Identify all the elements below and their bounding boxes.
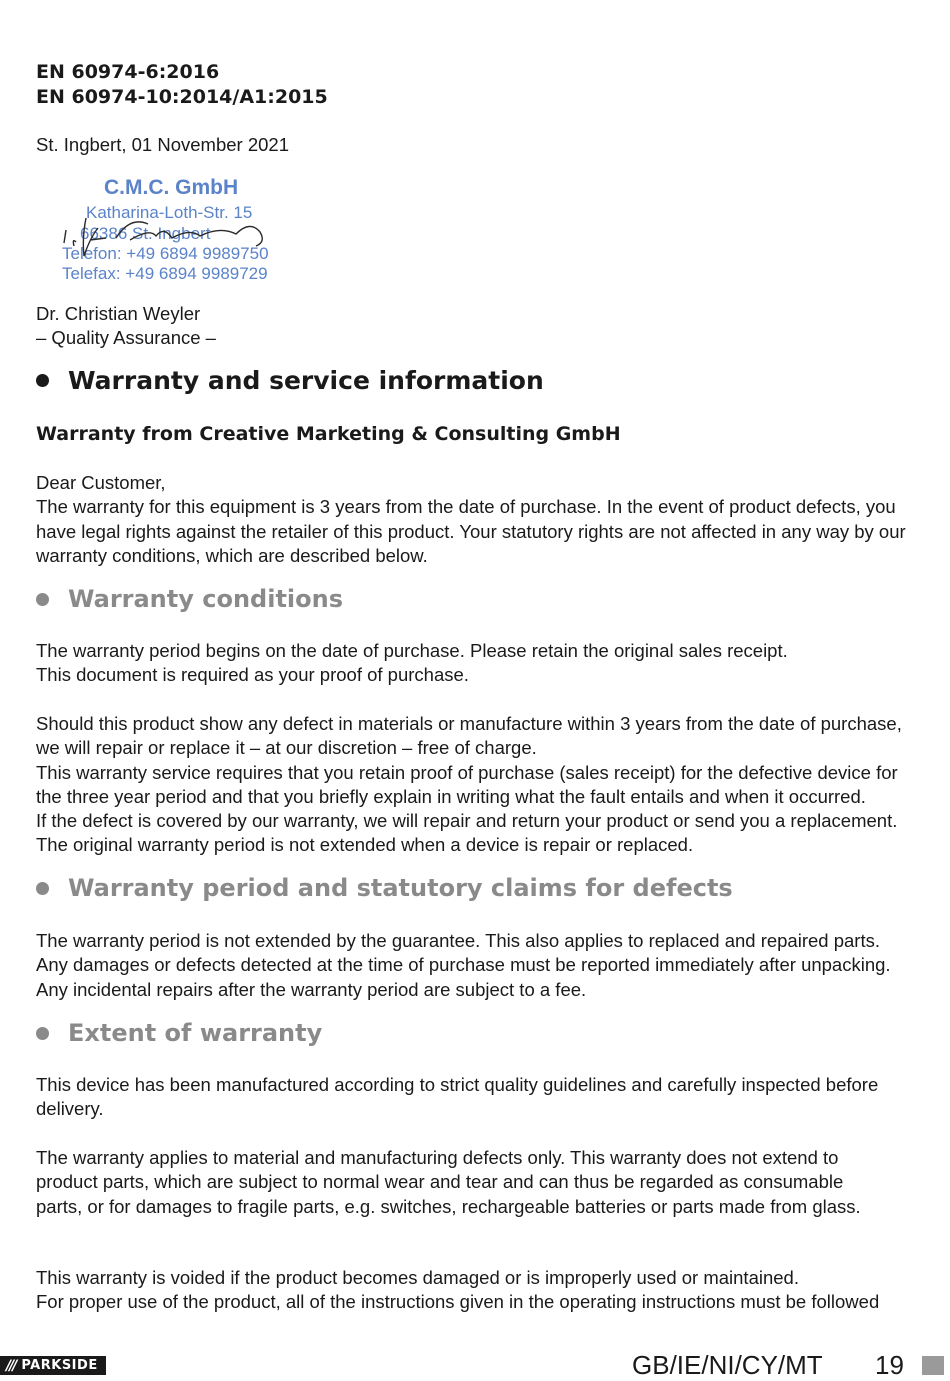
section-heading-text: Warranty conditions [68, 585, 344, 613]
standard-line: EN 60974-6:2016 [36, 61, 220, 83]
bullet-icon [36, 1027, 49, 1040]
text-line: This document is required as your proof of purchase. [36, 664, 469, 686]
extent-paragraph-3 [36, 1266, 916, 1315]
extent-paragraph-2 [36, 1146, 886, 1219]
section-heading-text: Extent of warranty [68, 1019, 323, 1047]
text-line: The warranty period begins on the date of purchase. Please retain the original sales receipt. [36, 640, 788, 661]
bullet-icon [36, 593, 49, 606]
conditions-paragraph-1 [36, 639, 916, 688]
page-tab-marker [922, 1356, 944, 1375]
text-line: Should this product show any defect in materials or manufacture within 3 years from the date of purchase, we will repair or replace it – at our discretion – free of charge. [36, 713, 902, 759]
text-line: This warranty is voided if the product becomes damaged or is improperly used or maintained. [36, 1267, 799, 1288]
text-line: The warranty period is not extended by the guarantee. This also applies to replaced and repaired parts. [36, 930, 880, 951]
place-date: St. Ingbert, 01 November 2021 [36, 134, 289, 155]
section-heading-extent [36, 1019, 322, 1047]
company-stamp [58, 172, 318, 287]
logo-slashes-icon: /// [6, 1357, 16, 1374]
bullet-icon [36, 374, 49, 387]
stamp-company: C.M.C. GmbH [104, 176, 239, 199]
page-number: 19 [875, 1350, 904, 1380]
bullet-icon [36, 882, 49, 895]
intro-paragraph: The warranty for this equipment is 3 years from the date of purchase. In the event of product defects, you have legal rights against the retailer of this product. Your statutory rights are not affected in any way by our warranty conditions, which are described below. [36, 496, 906, 566]
period-paragraph [36, 929, 916, 1002]
extent-paragraph-1 [36, 1073, 916, 1122]
signature-image [60, 198, 290, 268]
country-codes: GB/IE/NI/CY/MT [632, 1350, 823, 1380]
parkside-logo [0, 1356, 106, 1375]
text-line: This warranty service requires that you retain proof of purchase (sales receipt) for the defective device for the three year period and that you briefly explain in writing what the fault entails and when it occurred. [36, 761, 898, 807]
text-paragraph: This device has been manufactured according to strict quality guidelines and carefully inspected before delivery. [36, 1074, 879, 1120]
standard-line: EN 60974-10:2014/A1:2015 [36, 86, 328, 108]
text-line: Any incidental repairs after the warranty period are subject to a fee. [36, 978, 587, 1000]
text-line: For proper use of the product, all of the instructions given in the operating instructions must be followed [36, 1291, 880, 1313]
text-paragraph: The warranty applies to material and manufacturing defects only. This warranty does not extend to product parts, which are subject to normal wear and tear and can thus be regarded as consumable parts, or for damages to fragile parts, e.g. switches, rechargeable batteries or parts made from glass. [36, 1147, 861, 1217]
section-heading-text: Warranty and service information [68, 366, 544, 395]
section-heading-period [36, 874, 733, 902]
text-line: If the defect is covered by our warranty, we will repair and return your product or send you a replacement. [36, 810, 898, 832]
greeting: Dear Customer, [36, 472, 166, 493]
section-heading-conditions [36, 585, 343, 613]
text-line: Any damages or defects detected at the time of purchase must be reported immediately after unpacking. [36, 954, 891, 976]
intro-block [36, 471, 916, 568]
text-line: The original warranty period is not extended when a device is repair or replaced. [36, 834, 694, 856]
signatory-role: – Quality Assurance – [36, 327, 216, 348]
logo-text: PARKSIDE [21, 1358, 98, 1373]
section-heading-warranty-service [36, 366, 544, 395]
stamp-street: Katharina-Loth-Str. 15 [86, 203, 253, 222]
section-heading-text: Warranty period and statutory claims for defects [68, 874, 733, 902]
stamp-phone: Telefon: +49 6894 9989750 [62, 244, 269, 263]
warranty-subtitle: Warranty from Creative Marketing & Consulting GmbH [36, 423, 621, 445]
conditions-paragraph-2 [36, 712, 916, 858]
stamp-fax: Telefax: +49 6894 9989729 [62, 264, 268, 283]
stamp-city: 66386 St. Ingbert [80, 224, 211, 243]
signatory-name: Dr. Christian Weyler [36, 303, 201, 324]
